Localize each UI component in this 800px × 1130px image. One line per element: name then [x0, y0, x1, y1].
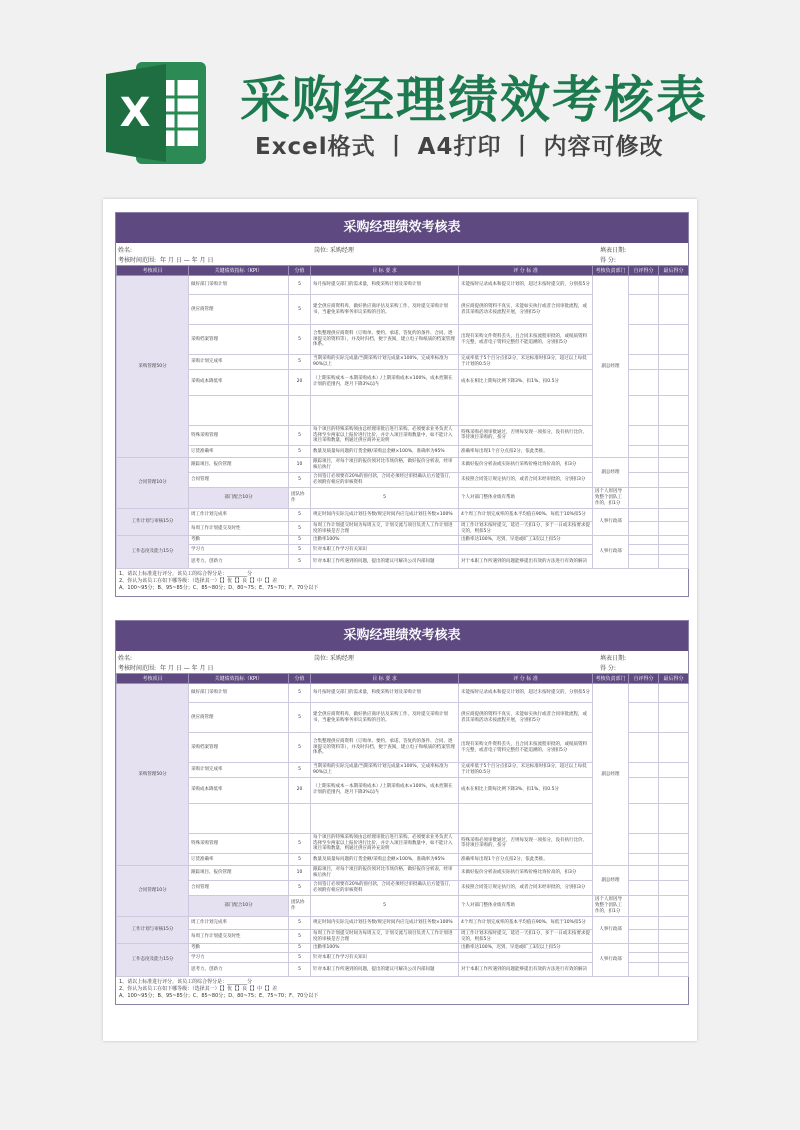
self-score-cell[interactable] [629, 545, 659, 555]
standard-cell: 出现有采购文件资料丢失，且合同未按流程审批的，或纸质资料不完整，或者电子资料完整但不能追溯的，分别扣5分 [459, 325, 593, 355]
position-label: 岗位: 采购经理 [314, 247, 354, 254]
name-label: 姓名: [118, 247, 133, 254]
kpi-cell: 思考力、创新力 [189, 963, 289, 977]
kpi-cell: 订货准确率 [189, 446, 289, 458]
target-cell [311, 803, 459, 833]
standard-cell: 供应商提供的资料不真实，未能如实执行或者合同审批流程，或者其采购活动未按流程开展，分别扣5分 [459, 703, 593, 733]
target-cell: 针对本职工作所遇到的问题，提出的建议可解决公司内部问题 [311, 963, 459, 977]
page-title: 采购经理绩效考核表 [240, 71, 708, 129]
standard-cell: 特殊采购必须审批通过，否则每发现一项扣分，没有执行比价、等待项目采购的，扣分 [459, 833, 593, 854]
score-cell: 5 [289, 944, 311, 953]
score-cell: 10 [289, 866, 311, 881]
standard-cell: 未能按时记录成本和提交计划的，超过未按时提交的，分别扣5分 [459, 276, 593, 295]
self-score-cell[interactable] [629, 425, 659, 446]
period-value: 年 月 日 — 年 月 日 [160, 665, 214, 672]
score-cell: 5 [289, 508, 311, 521]
kpi-cell: 特殊采购管理 [189, 425, 289, 446]
table-header-row [117, 674, 689, 684]
standard-cell: 准确率每出现1个百分点扣2分，依此类推。 [459, 854, 593, 866]
final-score-cell[interactable] [659, 276, 689, 295]
column-header: 分值 [289, 674, 311, 684]
standard-cell: 未能按时记录成本和提交计划的，超过未按时提交的，分别扣5分 [459, 684, 593, 703]
target-cell: 每周工作计划提交时间为每周五交，计划交流与项目负责人工作计划进度的审核是否合理 [311, 929, 459, 944]
dept-cell: 副总经理 [593, 866, 629, 896]
period-value: 年 月 日 — 年 月 日 [160, 257, 214, 264]
position-label: 岗位: 采购经理 [314, 655, 354, 662]
table-header-row [117, 266, 689, 276]
sheet-notes [116, 569, 688, 595]
column-header: 目 标 要 求 [311, 674, 459, 684]
self-score-cell[interactable] [629, 276, 659, 295]
score-cell: 5 [289, 963, 311, 977]
category-cell: 合同管理10分 [117, 458, 189, 509]
target-cell: （上期采购成本－本期采购成本）/上期采购成本×100%，成本控制在计划的范围内，逐月下降3%以内 [311, 369, 459, 395]
target-cell: 个人对部门整体业绩有帮助 [459, 896, 593, 917]
self-score-cell[interactable] [629, 536, 659, 545]
kpi-cell: 跟踪项目、报价管理 [189, 866, 289, 881]
self-score-cell[interactable] [629, 854, 659, 866]
final-score-cell[interactable] [659, 446, 689, 458]
final-score-cell[interactable] [659, 953, 689, 963]
score-cell: 5 [289, 555, 311, 569]
self-score-cell[interactable] [629, 944, 659, 953]
column-header: 考核负责部门 [593, 266, 629, 276]
score-cell: 5 [289, 733, 311, 763]
final-score-cell[interactable] [659, 703, 689, 733]
kpi-cell [189, 395, 289, 425]
dept-cell: 人事行政部 [593, 508, 629, 536]
dept-cell: 人事行政部 [593, 944, 629, 977]
self-score-cell[interactable] [629, 395, 659, 425]
table-row [117, 866, 689, 881]
kpi-cell: 采购档案管理 [189, 325, 289, 355]
page-subtitle: Excel格式 丨 A4打印 丨 内容可修改 [255, 134, 664, 160]
final-score-cell[interactable] [659, 963, 689, 977]
final-score-cell[interactable] [659, 325, 689, 355]
sheet-info [116, 651, 688, 673]
target-cell: 当期采购的实际完成量/当期采购计划完成量×100%，完成率标准为90%以上 [311, 355, 459, 370]
score-label: 得 分: [600, 257, 616, 264]
score-cell [289, 395, 311, 425]
kpi-cell: 团队协作 [289, 488, 311, 509]
table-row [117, 944, 689, 953]
score-cell: 5 [289, 916, 311, 929]
kpi-cell: 周工作计划完成率 [189, 916, 289, 929]
self-score-cell[interactable] [629, 929, 659, 944]
target-cell: 每个项目的特殊采购须由总经理审批后进行采购。必须要求业务负责人选择至少两家以上报价进行比价，并计入项目采购数量中，如不能计入项目采购数量，则通过供应商补充说明 [311, 425, 459, 446]
score-cell [289, 803, 311, 833]
target-cell: 针对本职工作学习有关知识 [311, 545, 459, 555]
excel-logo-icon [104, 60, 208, 166]
category-cell: 工作计划与审核15分 [117, 508, 189, 536]
score-cell: 5 [289, 425, 311, 446]
target-cell: 跟踪项目，对每个项目的报价须对比市场价格，做好报价分析表，经审核后执行 [311, 866, 459, 881]
table-row [117, 896, 689, 917]
dept-cell: 副总经理 [593, 458, 629, 488]
score-cell: 5 [289, 295, 311, 325]
final-score-cell[interactable] [659, 833, 689, 854]
standard-cell: 完成率低于5个百分点扣2分，未达标准时扣3分，超过以上每低于计划的0.5分 [459, 355, 593, 370]
score-cell: 5 [289, 355, 311, 370]
self-score-cell[interactable] [629, 473, 659, 488]
final-score-cell[interactable] [659, 866, 689, 881]
self-score-cell[interactable] [629, 355, 659, 370]
target-cell: 每周工作计划提交时间为每周五交，计划交流与项目负责人工作计划进度的审核是否合理 [311, 521, 459, 536]
self-score-cell[interactable] [629, 803, 659, 833]
standard-cell: 成本在相比上期每比例下降3%、扣1%、扣0.5分 [459, 369, 593, 395]
kpi-cell: 跟踪项目、报价管理 [189, 458, 289, 473]
score-cell: 5 [311, 488, 459, 509]
self-score-cell[interactable] [659, 896, 689, 917]
kpi-cell: 采购档案管理 [189, 733, 289, 763]
self-score-cell[interactable] [629, 881, 659, 896]
final-score-cell[interactable] [659, 733, 689, 763]
score-cell: 5 [289, 953, 311, 963]
score-cell: 5 [289, 833, 311, 854]
standard-cell: 供应商提供的资料不真实，未能如实执行或者合同审批流程，或者其采购活动未按流程开展，分别扣5分 [459, 295, 593, 325]
category-cell: 部门配合10分 [189, 896, 289, 917]
fill-date-label: 填表日期: [600, 655, 627, 662]
kpi-cell: 思考力、创新力 [189, 555, 289, 569]
note-line: 2、你认为该员工在如下哪等级：（选择其一）【】优【】良【】中【】差 [119, 578, 278, 585]
category-cell: 工作态度及能力15分 [117, 536, 189, 569]
self-score-cell[interactable] [659, 488, 689, 509]
target-cell: 合同签订必须要有20%的预付款，合同必须经过审批确认后方能签订，必须附有相应的审核资料 [311, 473, 459, 488]
note-line: A、100~95分；B、95~85分；C、85~80分；D、80~75；E、75~70；F、70分以下 [119, 584, 319, 591]
self-score-cell[interactable] [629, 733, 659, 763]
target-cell [311, 395, 459, 425]
target-cell: 规定时间内实际完成计划任务数/规定时间内应完成计划任务数×100% [311, 508, 459, 521]
target-cell: 合集整理供应商资料（订购单、要约、承诺、答复约的条件、合同、逐项提交的资料等），并及时归档，便于查阅，建立电子和纸质的档案管理体系。 [311, 733, 459, 763]
final-score-cell[interactable] [659, 684, 689, 703]
dept-cell [629, 896, 659, 917]
score-cell: 5 [289, 854, 311, 866]
kpi-cell: 考勤 [189, 944, 289, 953]
target-cell: 出勤率100% [311, 944, 459, 953]
dept-cell [629, 488, 659, 509]
column-header: 关键绩效指标（KPI） [189, 674, 289, 684]
kpi-cell: 做好部门采购计划 [189, 276, 289, 295]
standard-cell [459, 953, 593, 963]
category-cell: 工作态度及能力15分 [117, 944, 189, 977]
dept-cell: 副总经理 [593, 276, 629, 458]
score-cell: 5 [289, 536, 311, 545]
score-cell: 5 [311, 896, 459, 917]
self-score-cell[interactable] [629, 963, 659, 977]
kpi-cell: 每周工作计划提交及时性 [189, 929, 289, 944]
dept-cell: 人事行政部 [593, 536, 629, 569]
standard-cell: 出勤率达100%，迟到、早退或旷工3次以上扣5分 [459, 536, 593, 545]
kpi-cell: 考勤 [189, 536, 289, 545]
target-cell: 合集整理供应商资料（订购单、要约、承诺、答复约的条件、合同、逐项提交的资料等），并及时归档，便于查阅，建立电子和纸质的档案管理体系。 [311, 325, 459, 355]
target-cell: 针对本职工作学习有关知识 [311, 953, 459, 963]
note-line: A、100~95分；B、95~85分；C、85~80分；D、80~75；E、75~70；F、70分以下 [119, 992, 319, 999]
dept-cell: 副总经理 [593, 684, 629, 866]
final-score-cell[interactable] [659, 881, 689, 896]
kpi-cell [189, 803, 289, 833]
target-cell: （上期采购成本－本期采购成本）/上期采购成本×100%，成本控制在计划的范围内，逐月下降3%以内 [311, 777, 459, 803]
sheet-notes [116, 977, 688, 1003]
period-label: 考核时间范围: [118, 665, 157, 672]
final-score-cell[interactable] [659, 803, 689, 833]
self-score-cell[interactable] [629, 684, 659, 703]
self-score-cell[interactable] [629, 763, 659, 778]
kpi-cell: 合同管理 [189, 881, 289, 896]
final-score-cell[interactable] [659, 425, 689, 446]
standard-cell: 未按照合同签订规定执行的，或者合同未经审批的，分别扣3分 [459, 473, 593, 488]
self-score-cell[interactable] [629, 521, 659, 536]
standard-cell: 周工作计划未按时提交，延迟一天扣1分，多于一日或未按要求提交的，则扣5分 [459, 929, 593, 944]
standard-cell: 未按照合同签订规定执行的，或者合同未经审批的，分别扣3分 [459, 881, 593, 896]
target-cell: 个人对部门整体业绩有帮助 [459, 488, 593, 509]
kpi-cell: 学习力 [189, 545, 289, 555]
column-header: 自评得分 [629, 266, 659, 276]
column-header: 最后得分 [659, 674, 689, 684]
table-row [117, 684, 689, 703]
table-row [117, 276, 689, 295]
sheet-title: 采购经理绩效考核表 [116, 213, 688, 243]
final-score-cell[interactable] [659, 777, 689, 803]
self-score-cell[interactable] [629, 508, 659, 521]
final-score-cell[interactable] [659, 395, 689, 425]
note-line: 2、你认为该员工在如下哪等级：（选择其一）【】优【】良【】中【】差 [119, 986, 278, 993]
table-row [117, 916, 689, 929]
target-cell: 跟踪项目，对每个项目的报价须对比市场价格，做好报价分析表，经审核后执行 [311, 458, 459, 473]
column-header: 评 分 标 准 [459, 674, 593, 684]
kpi-cell: 供应商管理 [189, 295, 289, 325]
self-score-cell[interactable] [629, 295, 659, 325]
evaluation-sheet [115, 620, 689, 1005]
table-row [117, 536, 689, 545]
kpi-cell: 供应商管理 [189, 703, 289, 733]
dept-cell: 人事行政部 [593, 916, 629, 944]
score-cell: 5 [289, 763, 311, 778]
note-line: 1、请以上标准进行评分，该员工的综合得分是：________分 [119, 979, 253, 986]
final-score-cell[interactable] [659, 355, 689, 370]
score-cell: 10 [289, 458, 311, 473]
kpi-cell: 订货准确率 [189, 854, 289, 866]
standard-cell: 未做好报价分析表或实际执行采购价格比询价高的，扣3分 [459, 866, 593, 881]
kpi-cell: 特殊采购管理 [189, 833, 289, 854]
name-label: 姓名: [118, 655, 133, 662]
table-row [117, 458, 689, 473]
target-cell: 每月按时提交部门的需求量，和使采购计划及采购计划 [311, 684, 459, 703]
score-cell: 5 [289, 929, 311, 944]
table-row [117, 508, 689, 521]
target-cell: 规定时间内实际完成计划任务数/规定时间内应完成计划任务数×100% [311, 916, 459, 929]
target-cell: 合同签订必须要有20%的预付款，合同必须经过审批确认后方能签订，必须附有相应的审核资料 [311, 881, 459, 896]
standard-cell: 完成率低于5个百分点扣2分，未达标准时扣3分，超过以上每低于计划的0.5分 [459, 763, 593, 778]
self-score-cell[interactable] [629, 446, 659, 458]
standard-cell: 出勤率达100%，迟到、早退或旷工3次以上扣5分 [459, 944, 593, 953]
final-score-cell[interactable] [659, 473, 689, 488]
kpi-table [116, 673, 689, 977]
target-cell: 出勤率100% [311, 536, 459, 545]
final-score-cell[interactable] [659, 521, 689, 536]
standard-cell: 对于本职工作所遇到的问题能够提出有效的方法进行有效的解决 [459, 963, 593, 977]
category-cell: 工作计划与审核15分 [117, 916, 189, 944]
column-header: 考核项目 [117, 674, 189, 684]
final-score-cell[interactable] [659, 508, 689, 521]
category-cell: 部门配合10分 [189, 488, 289, 509]
score-cell: 5 [289, 446, 311, 458]
self-score-cell[interactable] [629, 325, 659, 355]
column-header: 关键绩效指标（KPI） [189, 266, 289, 276]
category-cell: 采购管理50分 [117, 684, 189, 866]
period-label: 考核时间范围: [118, 257, 157, 264]
banner [0, 0, 800, 190]
score-cell: 5 [289, 325, 311, 355]
kpi-cell: 合同管理 [189, 473, 289, 488]
self-score-cell[interactable] [629, 458, 659, 473]
self-score-cell[interactable] [629, 953, 659, 963]
score-cell: 20 [289, 369, 311, 395]
kpi-cell: 学习力 [189, 953, 289, 963]
kpi-cell: 团队协作 [289, 896, 311, 917]
category-cell: 采购管理50分 [117, 276, 189, 458]
standard-cell: 因个人原因导致整个团队工作的，扣1分 [593, 896, 629, 917]
final-score-cell[interactable] [659, 536, 689, 545]
score-cell: 20 [289, 777, 311, 803]
logo-letter: X [119, 90, 151, 136]
fill-date-label: 填表日期: [600, 247, 627, 254]
standard-cell: 未做好报价分析表或实际执行采购价格比询价高的，扣3分 [459, 458, 593, 473]
column-header: 考核项目 [117, 266, 189, 276]
sheet-title: 采购经理绩效考核表 [116, 621, 688, 651]
final-score-cell[interactable] [659, 369, 689, 395]
self-score-cell[interactable] [629, 777, 659, 803]
document-paper [103, 199, 697, 1041]
final-score-cell[interactable] [659, 555, 689, 569]
target-cell: 建全供应商资料库，做好供应商评估及采购工作，及时提交采购计划书，当避免采购事务审议采购的目的。 [311, 295, 459, 325]
final-score-cell[interactable] [659, 545, 689, 555]
standard-cell: 周工作计划未按时提交，延迟一天扣1分，多于一日或未按要求提交的，则扣5分 [459, 521, 593, 536]
sheet-info [116, 243, 688, 265]
standard-cell: 准确率每出现1个百分点扣2分，依此类推。 [459, 446, 593, 458]
target-cell: 建全供应商资料库，做好供应商评估及采购工作，及时提交采购计划书，当避免采购事务审议采购的目的。 [311, 703, 459, 733]
final-score-cell[interactable] [659, 916, 689, 929]
kpi-cell: 采购成本降低率 [189, 369, 289, 395]
score-cell: 5 [289, 276, 311, 295]
target-cell: 当期采购的实际完成量/当期采购计划完成量×100%，完成率标准为90%以上 [311, 763, 459, 778]
score-label: 得 分: [600, 665, 616, 672]
target-cell: 每月按时提交部门的需求量，和使采购计划及采购计划 [311, 276, 459, 295]
column-header: 评 分 标 准 [459, 266, 593, 276]
evaluation-sheet [115, 212, 689, 597]
score-cell: 5 [289, 545, 311, 555]
final-score-cell[interactable] [659, 763, 689, 778]
standard-cell: 4个周工作计划完成率的基本平均值在90%、每低于10%扣5分 [459, 916, 593, 929]
column-header: 分值 [289, 266, 311, 276]
column-header: 目 标 要 求 [311, 266, 459, 276]
self-score-cell[interactable] [629, 703, 659, 733]
target-cell: 每个项目的特殊采购须由总经理审批后进行采购。必须要求业务负责人选择至少两家以上报价进行比价，并计入项目采购数量中，如不能计入项目采购数量，则通过供应商补充说明 [311, 833, 459, 854]
category-cell: 合同管理10分 [117, 866, 189, 917]
kpi-cell: 采购成本降低率 [189, 777, 289, 803]
table-row [117, 488, 689, 509]
final-score-cell[interactable] [659, 929, 689, 944]
self-score-cell[interactable] [629, 555, 659, 569]
standard-cell: 对于本职工作所遇到的问题能够提出有效的方法进行有效的解决 [459, 555, 593, 569]
column-header: 考核负责部门 [593, 674, 629, 684]
standard-cell [459, 803, 593, 833]
target-cell: 数量及质量每问题的订货金额/采购总金额×100%，准确率为95% [311, 854, 459, 866]
standard-cell: 成本在相比上期每比例下降3%、扣1%、扣0.5分 [459, 777, 593, 803]
final-score-cell[interactable] [659, 458, 689, 473]
self-score-cell[interactable] [629, 866, 659, 881]
standard-cell: 因个人原因导致整个团队工作的，扣1分 [593, 488, 629, 509]
standard-cell [459, 395, 593, 425]
score-cell: 5 [289, 473, 311, 488]
self-score-cell[interactable] [629, 833, 659, 854]
target-cell: 数量及质量每问题的订货金额/采购总金额×100%，准确率为95% [311, 446, 459, 458]
kpi-cell: 采购计划完成率 [189, 355, 289, 370]
standard-cell: 特殊采购必须审批通过，否则每发现一项扣分，没有执行比价、等待项目采购的，扣分 [459, 425, 593, 446]
final-score-cell[interactable] [659, 854, 689, 866]
score-cell: 5 [289, 521, 311, 536]
kpi-cell: 周工作计划完成率 [189, 508, 289, 521]
score-cell: 5 [289, 881, 311, 896]
score-cell: 5 [289, 703, 311, 733]
standard-cell: 4个周工作计划完成率的基本平均值在90%、每低于10%扣5分 [459, 508, 593, 521]
kpi-table [116, 265, 689, 569]
column-header: 自评得分 [629, 674, 659, 684]
kpi-cell: 每周工作计划提交及时性 [189, 521, 289, 536]
kpi-cell: 采购计划完成率 [189, 763, 289, 778]
final-score-cell[interactable] [659, 944, 689, 953]
column-header: 最后得分 [659, 266, 689, 276]
kpi-cell: 做好部门采购计划 [189, 684, 289, 703]
self-score-cell[interactable] [629, 916, 659, 929]
target-cell: 针对本职工作所遇到的问题，提出的建议可解决公司内部问题 [311, 555, 459, 569]
self-score-cell[interactable] [629, 369, 659, 395]
final-score-cell[interactable] [659, 295, 689, 325]
standard-cell: 出现有采购文件资料丢失，且合同未按流程审批的，或纸质资料不完整，或者电子资料完整但不能追溯的，分别扣5分 [459, 733, 593, 763]
standard-cell [459, 545, 593, 555]
score-cell: 5 [289, 684, 311, 703]
note-line: 1、请以上标准进行评分，该员工的综合得分是：________分 [119, 571, 253, 578]
